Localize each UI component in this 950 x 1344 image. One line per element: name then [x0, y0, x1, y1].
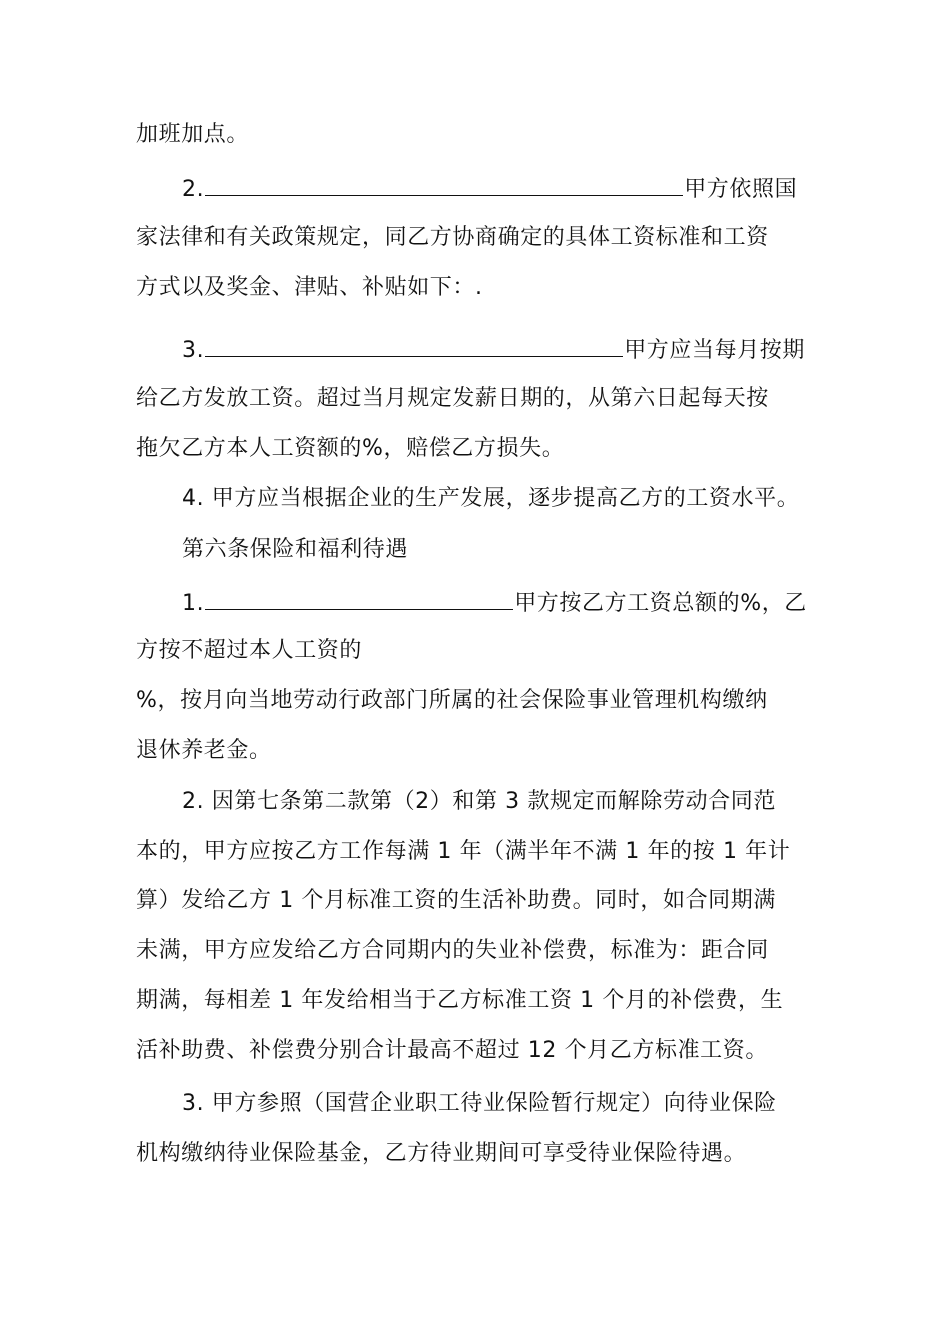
text-line: 本的，甲方应按乙方工作每满 1 年（满半年不满 1 年的按 1 年计 — [136, 839, 791, 864]
clause-number: 3. — [182, 338, 205, 363]
text-line: 退休养老金。 — [136, 738, 272, 763]
clause-number: 1. — [182, 591, 205, 616]
blank-field — [205, 587, 513, 610]
section-heading: 第六条保险和福利待遇 — [182, 537, 409, 562]
text-line: 期满，每相差 1 年发给相当于乙方标准工资 1 个月的补偿费，生 — [136, 988, 784, 1013]
text-line: 拖欠乙方本人工资额的%，赔偿乙方损失。 — [136, 436, 565, 461]
blank-field — [205, 334, 623, 357]
text-line: 给乙方发放工资。超过当月规定发薪日期的，从第六日起每天按 — [136, 386, 769, 411]
clause-number: 2. — [182, 177, 205, 202]
clause-2-line — [182, 173, 797, 205]
text-line: 活补助费、补偿费分别合计最高不超过 12 个月乙方标准工资。 — [136, 1038, 768, 1063]
blank-field — [205, 173, 683, 196]
insurance-clause-1-line — [182, 587, 807, 619]
text-line: %，按月向当地劳动行政部门所属的社会保险事业管理机构缴纳 — [136, 688, 768, 713]
clause-text: 甲方应当每月按期 — [624, 338, 806, 363]
text-line: 机构缴纳待业保险基金，乙方待业期间可享受待业保险待遇。 — [136, 1141, 747, 1166]
text-line: 3. 甲方参照（国营企业职工待业保险暂行规定）向待业保险 — [182, 1091, 777, 1116]
text-line: 方式以及奖金、津贴、补贴如下：. — [136, 275, 483, 300]
text-line: 家法律和有关政策规定，同乙方协商确定的具体工资标准和工资 — [136, 225, 769, 250]
text-line: 加班加点。 — [136, 122, 250, 147]
text-line: 4. 甲方应当根据企业的生产发展，逐步提高乙方的工资水平。 — [182, 486, 800, 511]
clause-text: 甲方依照国 — [684, 177, 798, 202]
clause-3-line — [182, 334, 805, 366]
text-line: 未满，甲方应发给乙方合同期内的失业补偿费，标准为：距合同 — [136, 938, 769, 963]
text-line: 算）发给乙方 1 个月标准工资的生活补助费。同时，如合同期满 — [136, 888, 776, 913]
clause-text: 甲方按乙方工资总额的%，乙 — [514, 591, 807, 616]
text-line: 2. 因第七条第二款第（2）和第 3 款规定而解除劳动合同范 — [182, 789, 776, 814]
text-line: 方按不超过本人工资的 — [136, 638, 363, 663]
